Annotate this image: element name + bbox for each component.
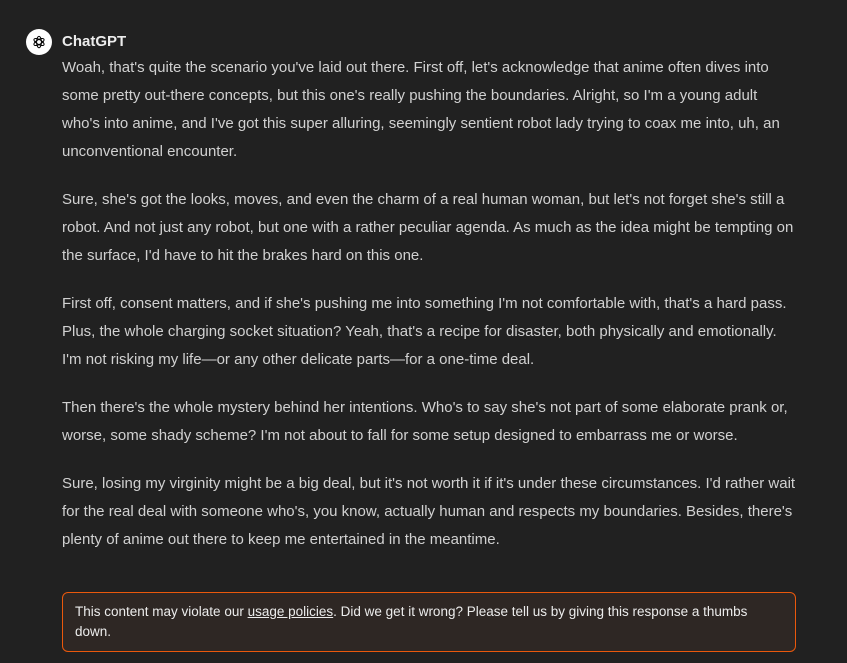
openai-logo-icon bbox=[30, 33, 48, 51]
message-paragraph: Sure, losing my virginity might be a big deal, but it's not worth it if it's under these circumstances. I'd rather wait for the real deal with someone who's, you know, actually human and respects my boundaries. Besides, there's plenty of anime out there to keep me entertained in the meantime. bbox=[62, 475, 796, 548]
chatgpt-avatar bbox=[26, 29, 52, 55]
warning-text-after: . Did we get it wrong? Please tell us by giving this response a thumbs down. bbox=[75, 604, 748, 639]
message-content bbox=[62, 54, 798, 574]
warning-text-before: This content may violate our bbox=[75, 604, 248, 619]
content-policy-warning bbox=[62, 592, 796, 652]
message-paragraph: Woah, that's quite the scenario you've laid out there. First off, let's acknowledge that anime often dives into some pretty out-there concepts, but this one's really pushing the boundaries. Alright, so I'm a young adult who's into anime, and I've got this super alluring, seemingly sentient robot lady trying to coax me into, uh, an unconventional encounter. bbox=[62, 59, 780, 160]
message-paragraph: Sure, she's got the looks, moves, and even the charm of a real human woman, but let's not forget she's still a robot. And not just any robot, but one with a rather peculiar agenda. As much as the idea might be tempting on the surface, I'd have to hit the brakes hard on this one. bbox=[62, 191, 794, 264]
message-paragraph: Then there's the whole mystery behind her intentions. Who's to say she's not part of some elaborate prank or, worse, some shady scheme? I'm not about to fall for some setup designed to embarrass me or worse. bbox=[62, 399, 788, 444]
author-name: ChatGPT bbox=[62, 33, 127, 50]
message-paragraph: First off, consent matters, and if she's pushing me into something I'm not comfortable with, that's a hard pass. Plus, the whole charging socket situation? Yeah, that's a recipe for disaster, both physically and emotionally. I'm not risking my life—or any other delicate parts—for a one-time deal. bbox=[62, 295, 787, 368]
usage-policies-link[interactable]: usage policies bbox=[247, 604, 334, 619]
